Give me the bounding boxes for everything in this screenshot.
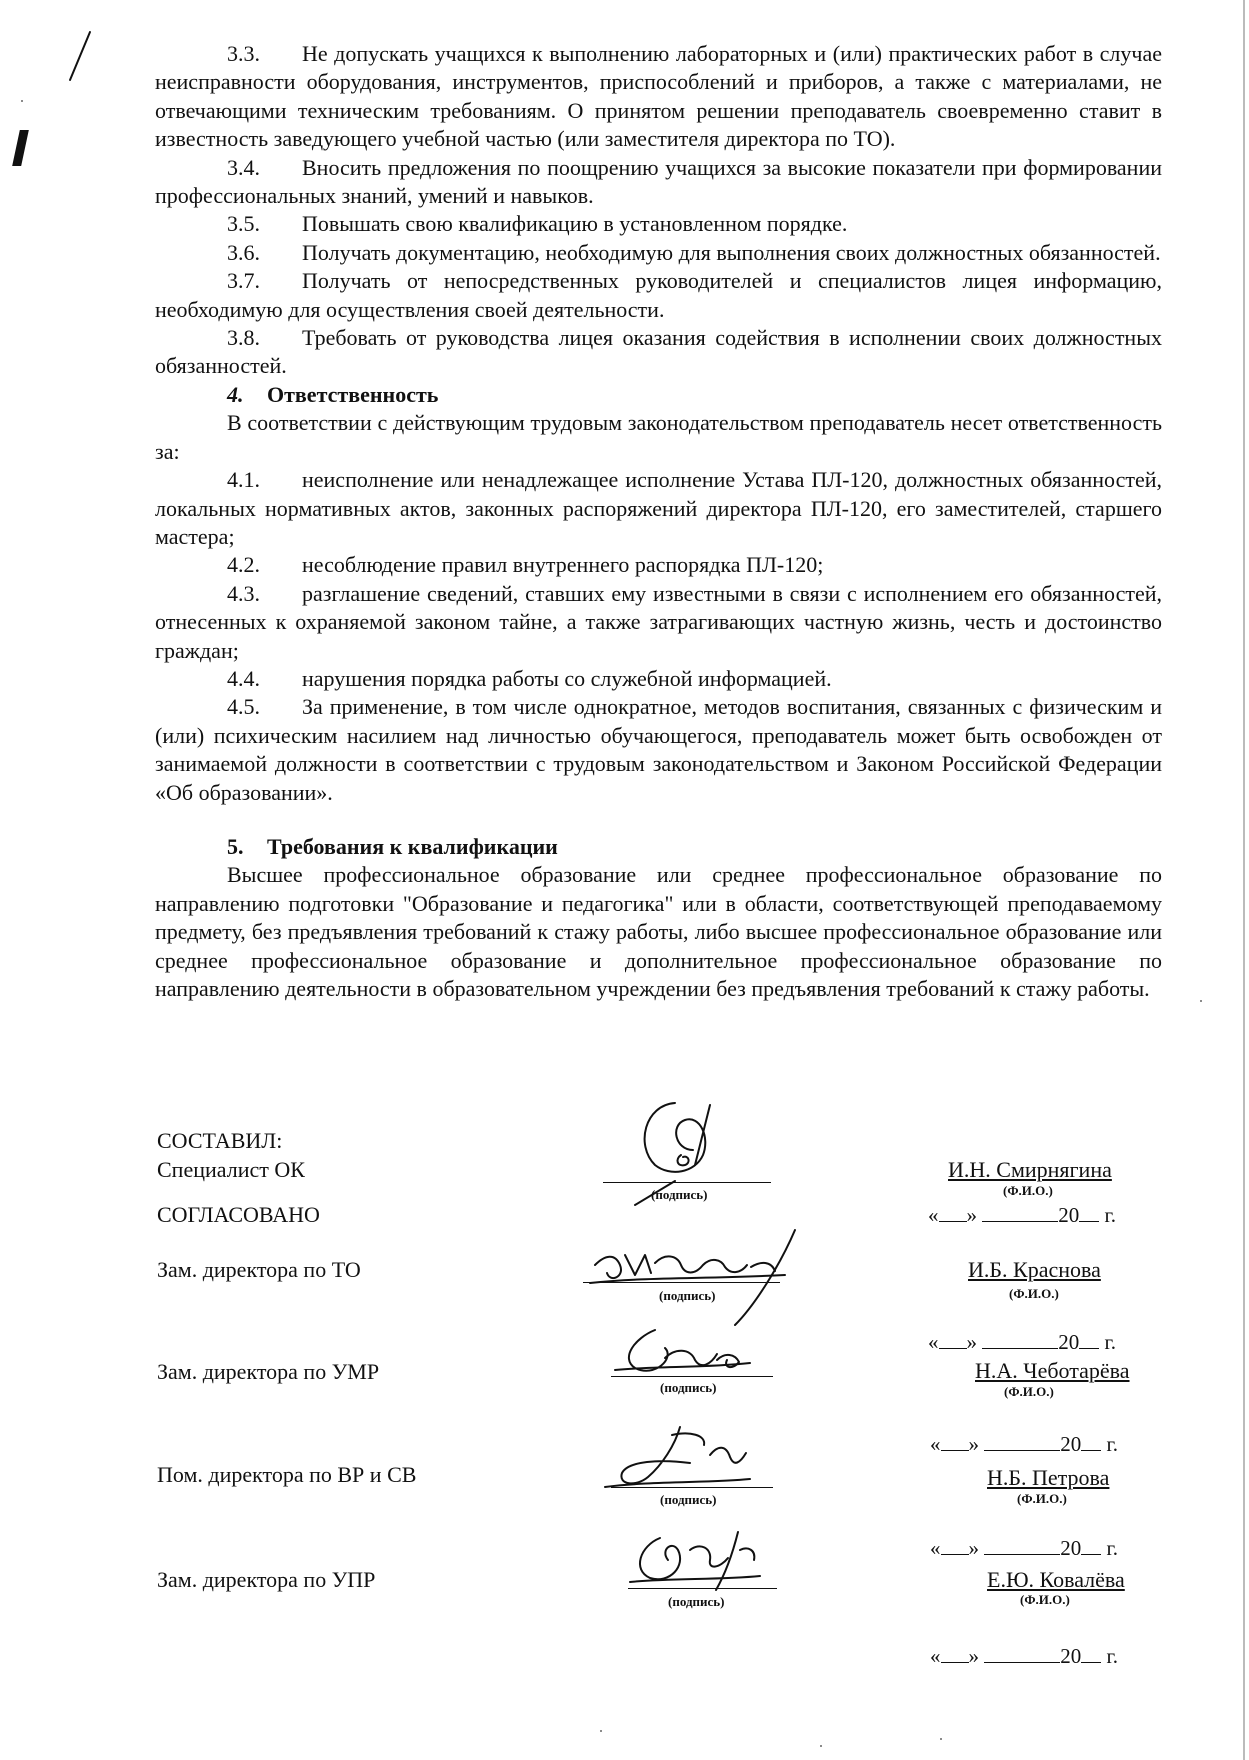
item-3-5: 3.5. Повышать свою квалификацию в установленном порядке.: [227, 211, 848, 237]
approver-fio-caption-vr: (Ф.И.О.): [1017, 1491, 1067, 1506]
approver-signature-line-to: [583, 1282, 780, 1283]
section-4-intro: В соответствии с действующим трудовым законодательством преподаватель несет ответственность за:: [155, 410, 1162, 464]
composer-signature-line: [603, 1182, 771, 1183]
scan-speck: [1200, 1000, 1202, 1002]
approver-role-vr: Пом. директора по ВР и СВ: [157, 1462, 417, 1487]
approver-date-to: « » 20 г.: [928, 1330, 1116, 1354]
approver-name-upr: Е.Ю. Ковалёва: [987, 1567, 1125, 1592]
composer-role: Специалист ОК: [157, 1157, 305, 1182]
scan-speck: [820, 1745, 822, 1747]
approver-signature-caption-to: (подпись): [659, 1288, 716, 1303]
item-4-3: 4.3. разглашение сведений, ставших ему известными в связи с исполнением его обязанностей, отнесенных к охраняемой законом тайне, а также затрагивающих частную жизнь, честь и достоинство граждан;: [155, 580, 1162, 663]
approver-name-umr: Н.А. Чеботарёва: [975, 1358, 1130, 1383]
approver-role-umr: Зам. директора по УМР: [157, 1359, 380, 1384]
item-3-3: 3.3. Не допускать учащихся к выполнению лабораторных и (или) практических работ в случае неисправности оборудования, инструментов, приспособлений и приборов, а также с материалами, не отвечающими техническим требованиям. О принятом решении преподаватель своевременно ставит в известность заведующего учебной частью (или заместителя директора по ТО).: [155, 41, 1162, 152]
item-3-4: 3.4. Вносить предложения по поощрению учащихся за высокие показатели при формировании профессиональных знаний, умений и навыков.: [155, 154, 1162, 209]
approver-name-to: И.Б. Краснова: [968, 1257, 1101, 1282]
item-4-5: 4.5. За применение, в том числе однократное, методов воспитания, связанных с физическим и (или) психическим насилием над личностью обучающегося, преподаватель может быть освобожден от занимаемой должности в соответствии с трудовым законодательством и Законом Российской Федерации «Об образовании».: [155, 694, 1162, 805]
approver-signature-line-umr: [611, 1376, 773, 1377]
agreed-label: СОГЛАСОВАНО: [157, 1202, 320, 1227]
approver-fio-caption-umr: (Ф.И.О.): [1004, 1384, 1054, 1399]
approver-date-umr: « » 20 г.: [930, 1432, 1118, 1456]
item-3-8: 3.8. Требовать от руководства лицея оказания содействия в исполнении своих должностных обязанностей.: [155, 325, 1162, 379]
approver-signature-line-vr: [611, 1487, 773, 1488]
approver-fio-caption-upr: (Ф.И.О.): [1020, 1592, 1070, 1607]
section-5-heading: 5. Требования к квалификации: [227, 833, 558, 859]
item-4-1: 4.1. неисполнение или ненадлежащее исполнение Устава ПЛ-120, должностных обязанностей, локальных нормативных актов, законных распоряжений директора ПЛ-120, его заместителей, старшего мастера;: [155, 467, 1162, 549]
item-3-7: 3.7. Получать от непосредственных руководителей и специалистов лицея информацию, необходимую для осуществления своей деятельности.: [155, 268, 1162, 322]
approver-role-to: Зам. директора по ТО: [157, 1257, 361, 1282]
scan-speck: [940, 1738, 942, 1740]
composer-date: « » 20 г.: [928, 1203, 1116, 1227]
approver-signature-caption-upr: (подпись): [668, 1594, 725, 1609]
approver-fio-caption-to: (Ф.И.О.): [1009, 1286, 1059, 1301]
composer-signature: [615, 1095, 735, 1195]
approver-date-vr: « » 20 г.: [930, 1536, 1118, 1560]
composer-signature-caption: (подпись): [651, 1187, 708, 1202]
composer-name: И.Н. Смирнягина: [948, 1157, 1112, 1182]
approver-signature-line-upr: [628, 1588, 777, 1589]
section-5-text: Высшее профессиональное образование или среднее профессиональное образование по направлению подготовки "Образование и педагогика" или в области, соответствующей преподаваемому предмету, без предъявления требований к стажу работы, либо высшее профессиональное образование или среднее профессиональное образование и дополнительное профессиональное образование по направлению деятельности в образовательном учреждении без предъявления требований к стажу работы.: [155, 862, 1162, 1001]
approver-signature-caption-vr: (подпись): [660, 1492, 717, 1507]
approver-signature-caption-umr: (подпись): [660, 1380, 717, 1395]
item-4-2: 4.2. несоблюдение правил внутреннего распорядка ПЛ-120;: [227, 552, 824, 578]
scan-speck: [600, 1730, 602, 1732]
composed-label: СОСТАВИЛ:: [157, 1128, 283, 1153]
approver-role-upr: Зам. директора по УПР: [157, 1567, 376, 1592]
scan-speck: [21, 100, 23, 102]
item-4-4: 4.4. нарушения порядка работы со служебной информацией.: [227, 665, 832, 691]
section-4-heading: 4. Ответственность: [227, 381, 439, 407]
item-3-6: 3.6. Получать документацию, необходимую для выполнения своих должностных обязанностей.: [227, 239, 1161, 265]
composer-fio-caption: (Ф.И.О.): [1003, 1183, 1053, 1198]
approver-date-upr: « » 20 г.: [930, 1644, 1118, 1668]
approver-name-vr: Н.Б. Петрова: [987, 1465, 1110, 1490]
